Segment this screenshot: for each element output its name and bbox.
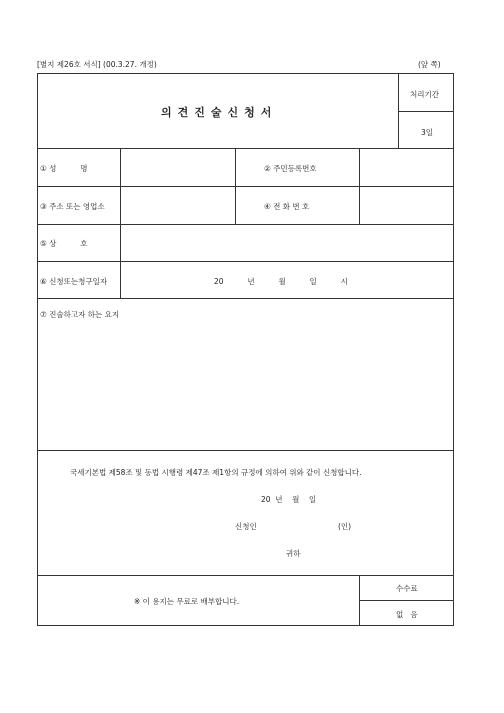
free-distribution-notice: ※ 이 용지는 무료로 배부합니다. [134,597,240,606]
phone-field[interactable] [361,188,453,223]
row-divider [37,261,454,262]
row-divider [37,186,454,187]
statement-date: 20 년 월 일 [261,495,317,504]
processing-period-value: 3일 [421,128,434,137]
applicant-label: 신청인 [235,522,257,531]
request-date-value[interactable]: 20 년 월 일 시 [214,277,348,286]
form-code: [별지 제26호 서식] (00.3.27. 개정) [37,60,157,69]
row-divider [398,111,454,112]
seal-mark: (인) [338,522,352,531]
phone-label: ④ 전 화 번 호 [264,202,310,211]
name-field[interactable] [122,150,234,185]
row-divider [37,575,454,576]
row-divider [37,148,454,149]
trade-name-label: ⑤ 상 호 [40,239,88,248]
form-title: 의견진술신청서 [161,106,278,119]
summary-label: ⑦ 진술하고자 하는 요지 [40,310,120,319]
address-field[interactable] [122,188,234,223]
fee-label: 수수료 [396,584,418,593]
col-divider [120,148,121,224]
row-divider [359,600,454,601]
page-side-label: (앞 쪽) [418,60,441,69]
col-divider [120,224,121,298]
col-divider [359,148,360,224]
recipient-suffix: 귀하 [286,549,301,558]
row-divider [37,450,454,451]
row-divider [37,298,454,299]
statement-text: 국세기본법 제58조 및 동법 시행령 제47조 제1항의 규정에 의하여 위와 같이 신청합니다. [70,468,362,477]
processing-period-label: 처리기간 [410,90,439,99]
trade-name-field[interactable] [122,226,453,260]
summary-field[interactable] [40,323,452,447]
address-label: ③ 주소 또는 영업소 [40,202,105,211]
request-date-label: ⑥ 신청또는청구일자 [40,277,108,286]
resident-number-label: ② 주민등록번호 [264,164,317,173]
row-divider [37,224,454,225]
fee-value: 없 음 [396,610,418,619]
col-divider [235,148,236,224]
name-label: ① 성 명 [40,164,88,173]
resident-number-field[interactable] [361,150,453,185]
